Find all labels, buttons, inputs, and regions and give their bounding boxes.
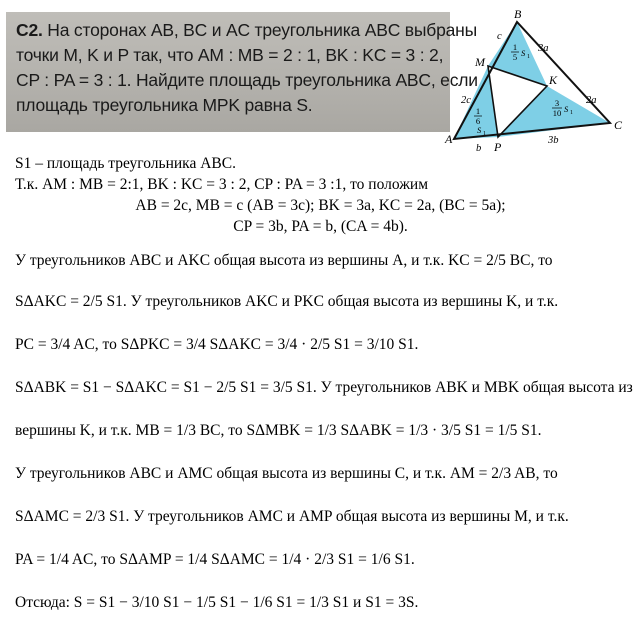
solution-line-9: вершины K, и т.к. MB = 1/3 BC, то SΔMBK = 1/3 SΔABK = 1/3 · 3/5 S1 = 1/5 S1. (15, 422, 542, 439)
solution-line-12: PA = 1/4 AC, то SΔAMP = 1/4 SΔAMC = 1/4 · 2/3 S1 = 1/6 S1. (15, 551, 415, 568)
problem-line-1: С2. На сторонах AB, BC и AC треугольника ABC выбраны (16, 20, 477, 40)
region-3-sub: 1 (570, 110, 573, 116)
solution-line-1: S1 – площадь треугольника ABC. (15, 155, 236, 172)
side-label-ap: b (476, 143, 482, 154)
region-3-den: 10 (552, 108, 562, 118)
solution-line-11: SΔAMC = 2/3 S1. У треугольников AMC и AMP общая высота из вершины M, и т.к. (15, 508, 569, 525)
vertex-c: C (614, 118, 623, 132)
region-1-sym: S (521, 48, 526, 58)
problem-line-4: площадь треугольника MPK равна S. (16, 95, 313, 115)
vertex-m: M (475, 55, 485, 69)
region-2-sub: 1 (483, 131, 486, 137)
solution-line-2: Т.к. AM : MB = 2:1, BK : KC = 3 : 2, CP : PA = 3 :1, то положим (15, 176, 429, 193)
solution-line-6: SΔAKC = 2/5 S1. У треугольников AKC и PKC общая высота из вершины K, и т.к. (15, 293, 559, 310)
region-2-num: 1 (475, 106, 481, 116)
problem-photo (6, 12, 478, 132)
side-label-bk: 3a (538, 43, 549, 54)
vertex-b: B (514, 8, 522, 21)
side-label-mb: c (497, 31, 502, 42)
solution-line-7: PC = 3/4 AC, то SΔPKC = 3/4 SΔAKC = 3/4 · 2/5 S1 = 3/10 S1. (15, 336, 419, 353)
solution-line-13: Отсюда: S = S1 − 3/10 S1 − 1/5 S1 − 1/6 S1 = 1/3 S1 и S1 = 3S. (15, 594, 419, 611)
solution-line-10: У треугольников ABC и AMC общая высота из вершины C, и т.к. AM = 2/3 AB, то (15, 465, 558, 482)
problem-line-2: точки M, K и P так, что AM : MB = 2 : 1, BK : KC = 3 : 2, (16, 45, 444, 65)
solution-line-4: CP = 3b, PA = b, (CA = 4b). (233, 218, 408, 235)
region-2-sym: S (477, 125, 482, 135)
region-3-sym: S (564, 104, 569, 114)
side-label-am: 2c (461, 95, 471, 106)
side-label-kc: 2a (586, 95, 597, 106)
vertex-a: A (445, 132, 453, 146)
vertex-k: K (549, 73, 558, 87)
solution-line-3: AB = 2c, MB = c (AB = 3c); BK = 3a, KC = 2a, (BC = 5a); (135, 197, 506, 214)
problem-line-3: CP : PA = 3 : 1. Найдите площадь треугольника ABC, если (16, 70, 478, 90)
region-2-den: 6 (475, 116, 481, 126)
triangle-figure (444, 8, 640, 156)
region-1-num: 1 (512, 42, 518, 52)
vertex-p: P (494, 140, 502, 154)
solution-line-8: SΔABK = S1 − SΔAKC = S1 − 2/5 S1 = 3/5 S1. У треугольников ABK и MBK общая высота из (15, 379, 633, 396)
region-3-num: 3 (554, 98, 560, 108)
side-label-pc: 3b (548, 135, 559, 146)
region-1-den: 5 (512, 52, 518, 62)
solution-line-5: У треугольников ABC и AKC общая высота из вершины A, и т.к. KC = 2/5 BC, то (15, 252, 553, 269)
region-1-sub: 1 (527, 54, 530, 60)
